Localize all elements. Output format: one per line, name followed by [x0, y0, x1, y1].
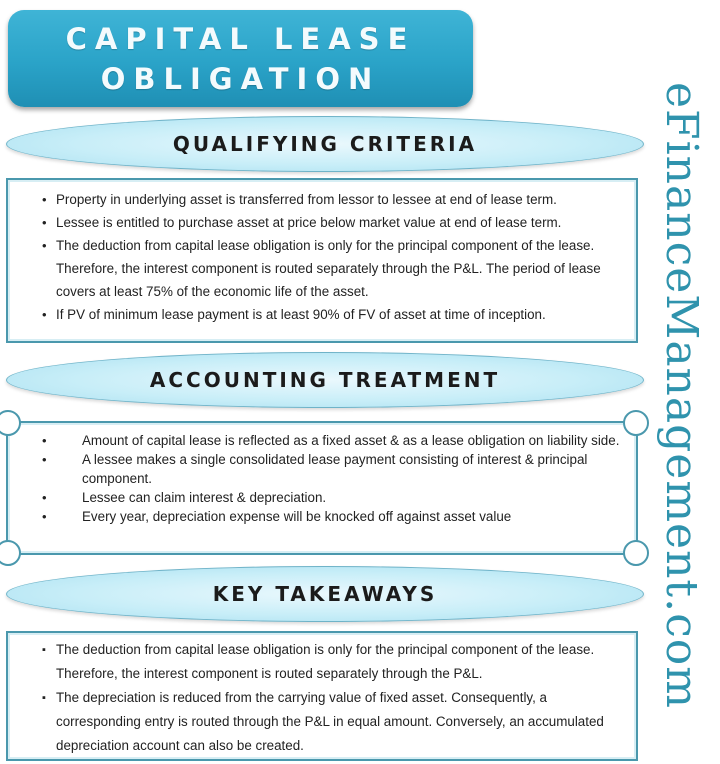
- section-heading-label: KEY TAKEAWAYS: [212, 582, 438, 606]
- watermark-text: eFinanceManagement.com: [655, 81, 707, 709]
- section-heading-label: QUALIFYING CRITERIA: [172, 132, 478, 156]
- qualifying-criteria-box: [6, 178, 638, 343]
- title-line-1: CAPITAL LEASE: [65, 21, 416, 56]
- accounting-treatment-box: [6, 421, 638, 555]
- list-item: • If PV of minimum lease payment is at least 90% of FV of asset at time of inception.: [42, 303, 626, 326]
- list-item: • Lessee is entitled to purchase asset at price below market value at end of lease term.: [42, 211, 626, 234]
- list-item: • Property in underlying asset is transferred from lessor to lessee at end of lease term.: [42, 188, 626, 211]
- list-item: ▪ The deduction from capital lease obligation is only for the principal component of the lease. Therefore, the interest component is routed separately through the P&L.: [42, 638, 626, 686]
- list-item: • Every year, depreciation expense will be knocked off against asset value: [36, 507, 626, 526]
- corner-scallop: [0, 540, 21, 566]
- key-takeaways-list: [42, 638, 626, 758]
- title-line-2: OBLIGATION: [100, 61, 381, 96]
- qualifying-criteria-list: [42, 188, 626, 326]
- accounting-treatment-list: [36, 431, 626, 526]
- list-item: • Lessee can claim interest & depreciation.: [36, 488, 626, 507]
- corner-scallop: [623, 540, 649, 566]
- list-item: ▪ The depreciation is reduced from the carrying value of fixed asset. Consequently, a corresponding entry is routed through the P&L in equal amount. Conversely, an accumulated depreciation account can also be created.: [42, 686, 626, 758]
- corner-scallop: [0, 410, 21, 436]
- section-heading-qualifying-criteria: [6, 116, 644, 172]
- list-item: • Amount of capital lease is reflected as a fixed asset & as a lease obligation on liability side.: [36, 431, 626, 450]
- list-item: • A lessee makes a single consolidated lease payment consisting of interest & principal component.: [36, 450, 626, 488]
- key-takeaways-box: [6, 631, 638, 761]
- list-item: • The deduction from capital lease obligation is only for the principal component of the lease. Therefore, the interest component is routed separately through the P&L. The period of lease covers at least 75% of the economic life of the asset.: [42, 234, 626, 303]
- corner-scallop: [623, 410, 649, 436]
- title-banner: [8, 10, 473, 107]
- section-heading-key-takeaways: [6, 566, 644, 622]
- section-heading-accounting-treatment: [6, 352, 644, 408]
- section-heading-label: ACCOUNTING TREATMENT: [149, 368, 501, 392]
- site-watermark: [651, 50, 711, 740]
